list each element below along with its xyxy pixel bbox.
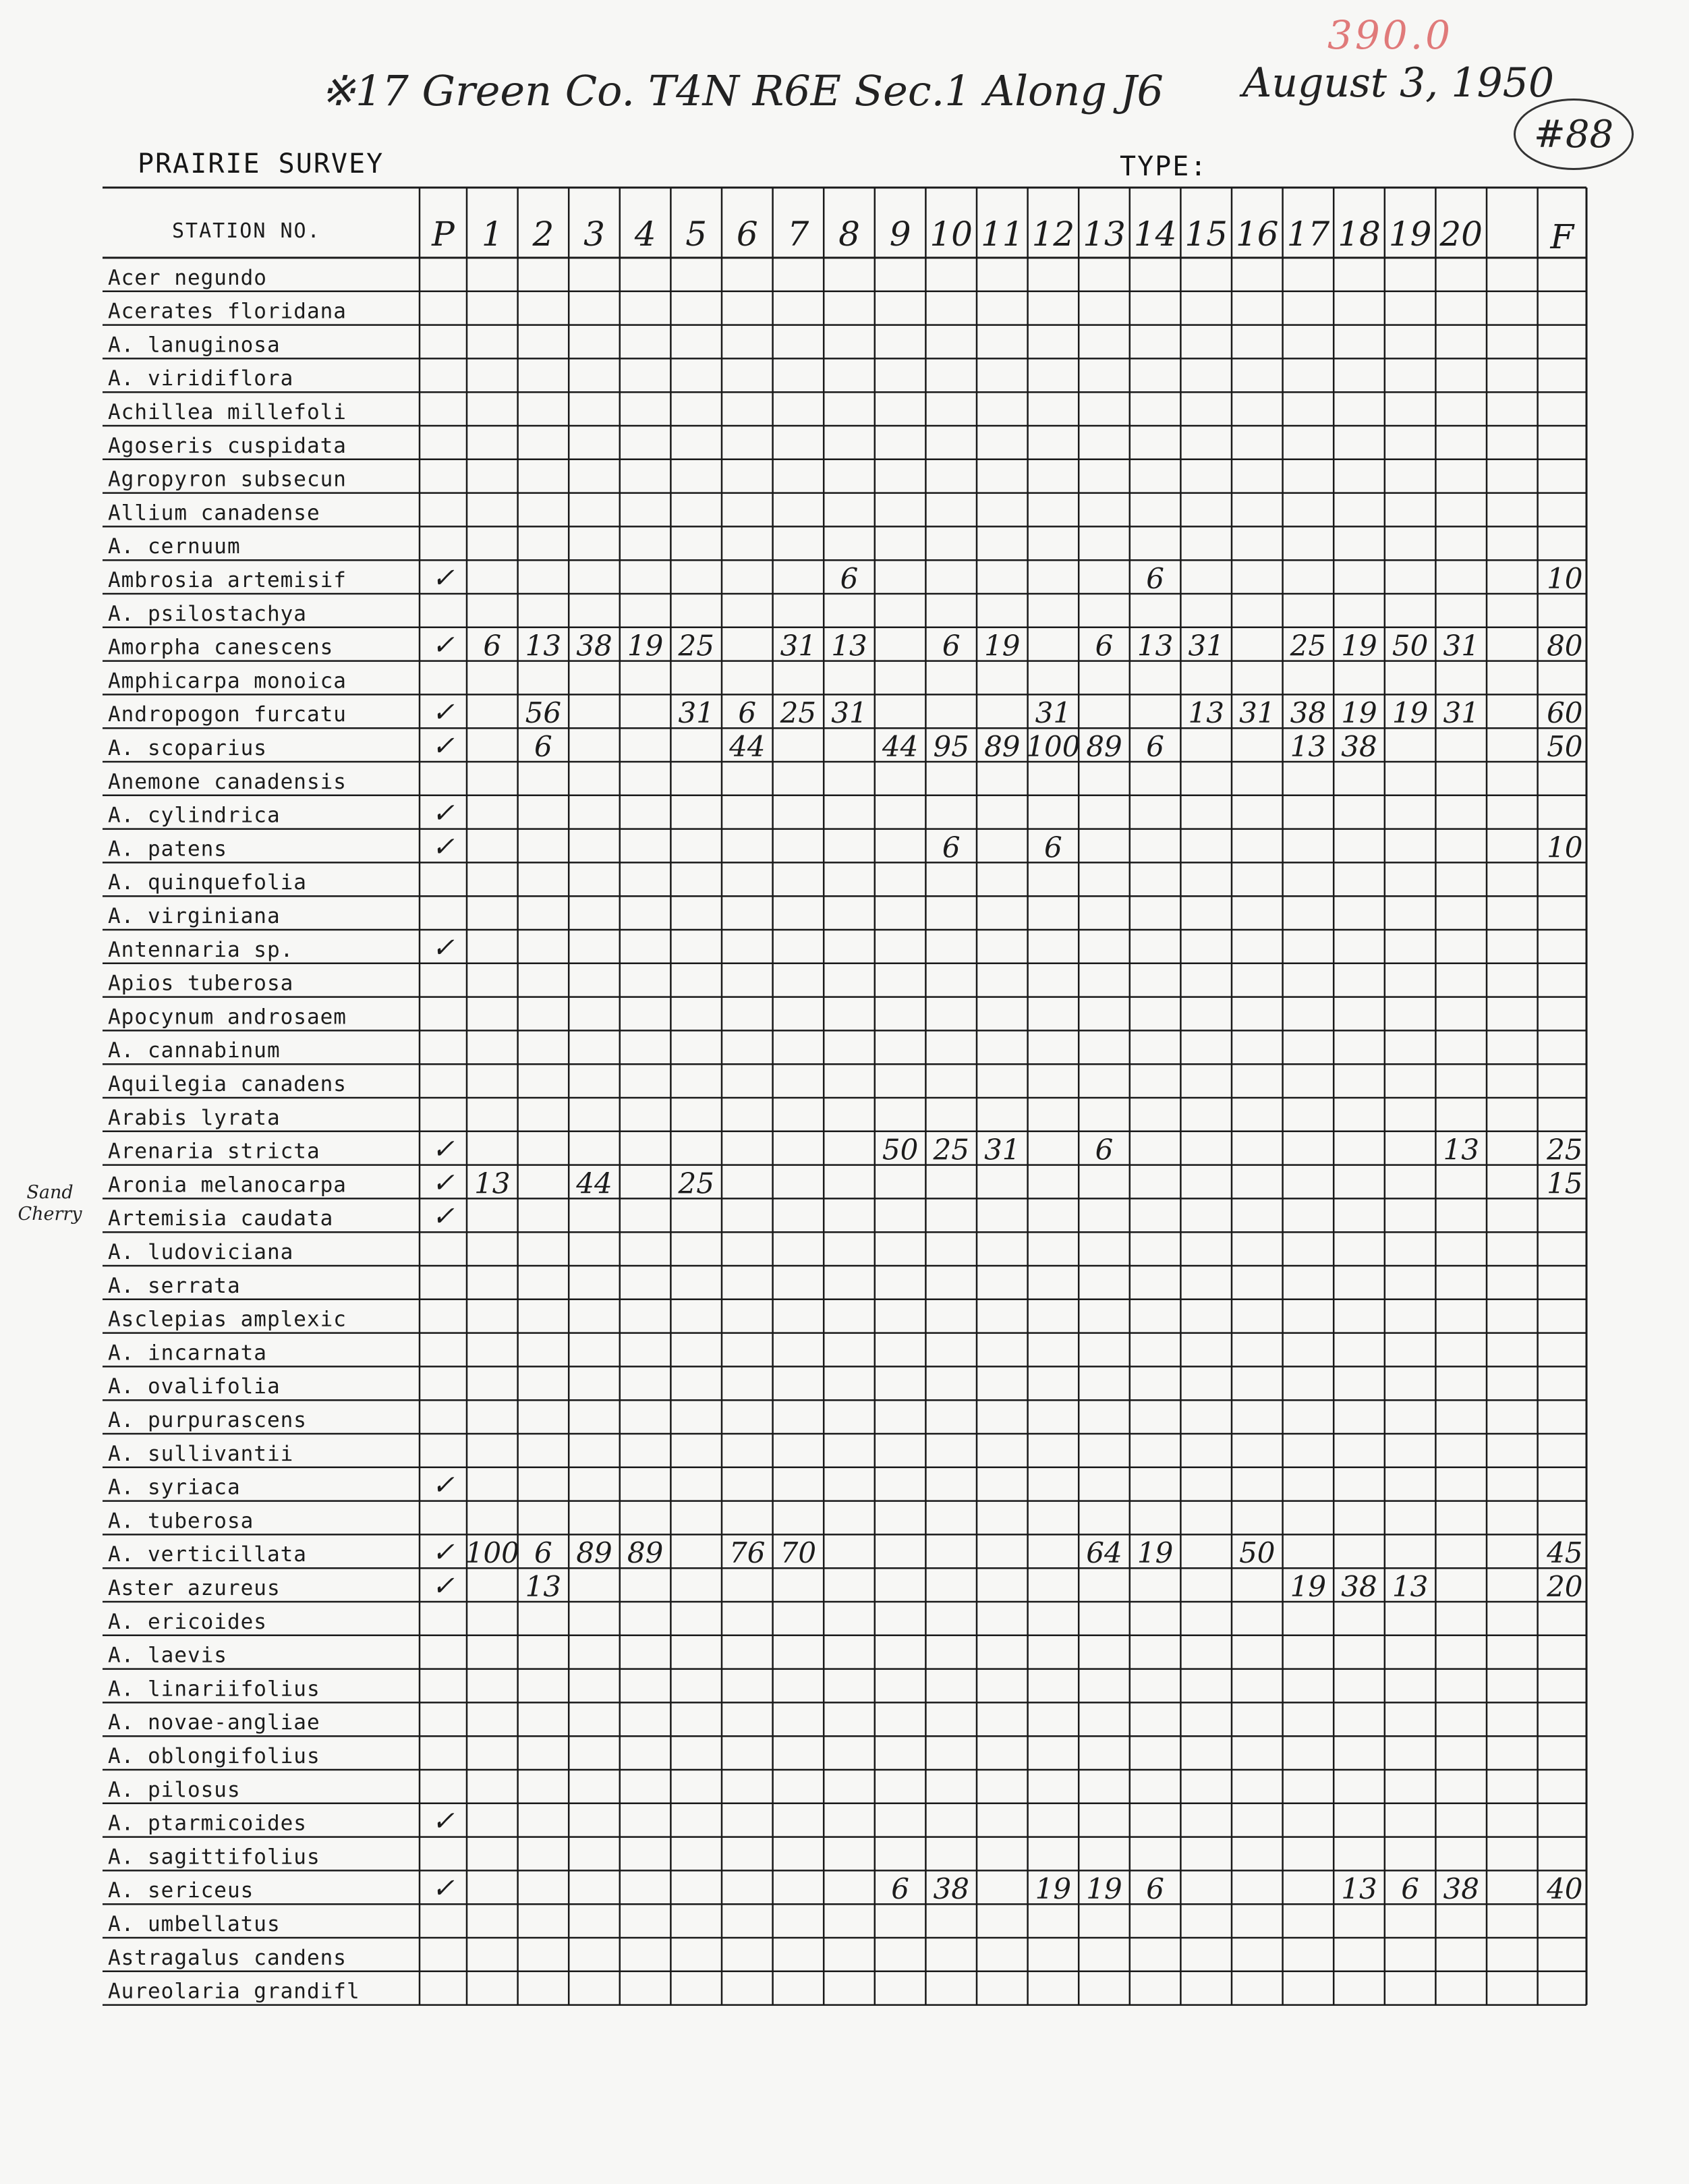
species-name: Acerates floridana — [108, 299, 347, 324]
cover-value: 64 — [1086, 1536, 1122, 1570]
species-name: Apocynum androsaem — [108, 1005, 347, 1030]
cover-value: 6 — [534, 730, 552, 763]
station-column-header: 16 — [1235, 215, 1279, 254]
presence-check: ✓ — [432, 697, 455, 729]
species-name: A. ludoviciana — [108, 1240, 294, 1264]
cover-value: 6 — [534, 1536, 552, 1570]
cover-value: 13 — [1392, 1570, 1429, 1603]
cover-value: 38 — [1341, 730, 1377, 763]
species-name: A. lanuginosa — [108, 333, 281, 358]
cover-value: 31 — [831, 696, 867, 730]
station-column-header: 2 — [532, 215, 554, 254]
species-name: Agoseris cuspidata — [108, 433, 347, 458]
cover-value: 6 — [942, 831, 961, 864]
frequency-value: 20 — [1547, 1570, 1583, 1603]
presence-check: ✓ — [432, 1201, 455, 1233]
species-name: A. novae-angliae — [108, 1710, 320, 1735]
cover-value: 19 — [1341, 629, 1377, 663]
station-column-header: 15 — [1184, 215, 1228, 254]
frequency-value: 50 — [1547, 730, 1583, 763]
cover-value: 13 — [1137, 629, 1174, 663]
presence-check: ✓ — [432, 629, 455, 661]
cover-value: 6 — [738, 696, 757, 730]
species-name: Agropyron subsecun — [108, 467, 347, 492]
species-name: A. incarnata — [108, 1341, 267, 1366]
cover-value: 6 — [1044, 831, 1062, 864]
cover-value: 13 — [474, 1167, 511, 1200]
frequency-column-header: F — [1550, 217, 1574, 256]
station-column-header: 10 — [929, 215, 973, 254]
cover-value: 95 — [933, 730, 969, 763]
species-name: Aureolaria grandifl — [108, 1979, 360, 2004]
location-header: ※17 Green Co. T4N R6E Sec.1 Along J6 — [320, 66, 1164, 115]
cover-value: 25 — [678, 629, 714, 663]
presence-check: ✓ — [432, 563, 455, 594]
cover-value: 31 — [1239, 696, 1276, 730]
form-title: PRAIRIE SURVEY — [138, 148, 384, 179]
cover-value: 13 — [1443, 1133, 1479, 1167]
station-column-header: 5 — [685, 215, 708, 254]
cover-value: 13 — [1290, 730, 1327, 763]
station-column-header: 1 — [481, 215, 503, 254]
cover-value: 44 — [729, 730, 766, 763]
red-reference-number: 390.0 — [1327, 12, 1454, 58]
cover-value: 38 — [576, 629, 612, 663]
cover-value: 50 — [882, 1133, 919, 1167]
cover-value: 19 — [1341, 696, 1377, 730]
presence-check: ✓ — [432, 831, 455, 863]
species-name: A. quinquefolia — [108, 870, 307, 895]
cover-value: 38 — [1341, 1570, 1377, 1603]
presence-check: ✓ — [432, 1133, 455, 1165]
cover-value: 6 — [1146, 562, 1164, 595]
station-column-header: 19 — [1388, 215, 1432, 254]
cover-value: 44 — [576, 1167, 612, 1200]
species-name: A. pilosus — [108, 1777, 241, 1802]
cover-value: 6 — [1095, 629, 1114, 663]
species-name: Andropogon furcatu — [108, 702, 347, 727]
cover-value: 19 — [1290, 1570, 1327, 1603]
station-column-header: 13 — [1083, 215, 1126, 254]
presence-check: ✓ — [432, 1571, 455, 1602]
station-no-label: STATION NO. — [172, 219, 321, 243]
cover-value: 70 — [780, 1536, 817, 1570]
cover-value: 13 — [831, 629, 867, 663]
cover-value: 6 — [1146, 1872, 1164, 1906]
presence-column-header: P — [432, 215, 455, 254]
species-name: Aster azureus — [108, 1576, 281, 1600]
cover-value: 56 — [525, 696, 562, 730]
sheet-number: #88 — [1533, 112, 1614, 157]
species-name: Aronia melanocarpa — [108, 1173, 347, 1198]
frequency-value: 25 — [1547, 1133, 1583, 1167]
species-name: A. sullivantii — [108, 1441, 294, 1466]
cover-value: 25 — [780, 696, 817, 730]
station-column-header: 8 — [838, 215, 860, 254]
cover-value: 31 — [678, 696, 714, 730]
station-column-header: 20 — [1439, 215, 1483, 254]
cover-value: 89 — [984, 730, 1021, 763]
survey-date: August 3, 1950 — [1242, 59, 1555, 107]
species-name: Allium canadense — [108, 501, 320, 526]
cover-value: 89 — [576, 1536, 612, 1570]
station-column-header: 4 — [634, 215, 656, 254]
species-name: Achillea millefoli — [108, 400, 347, 424]
presence-check: ✓ — [432, 1873, 455, 1905]
margin-note: Sand Cherry — [18, 1182, 82, 1225]
cover-value: 19 — [1035, 1872, 1072, 1906]
cover-value: 31 — [780, 629, 817, 663]
species-name: A. verticillata — [108, 1542, 307, 1567]
species-name: A. linariifolius — [108, 1677, 320, 1702]
species-name: A. patens — [108, 837, 227, 862]
cover-value: 6 — [1401, 1872, 1419, 1906]
species-name: Arenaria stricta — [108, 1139, 320, 1164]
presence-check: ✓ — [432, 797, 455, 829]
cover-value: 6 — [942, 629, 961, 663]
station-column-header: 17 — [1286, 215, 1330, 254]
cover-value: 19 — [1137, 1536, 1174, 1570]
species-name: Acer negundo — [108, 265, 267, 290]
species-name: A. ptarmicoides — [108, 1811, 307, 1836]
frequency-value: 80 — [1547, 629, 1583, 663]
species-name: A. scoparius — [108, 736, 267, 760]
cover-value: 31 — [1443, 696, 1479, 730]
cover-value: 13 — [1188, 696, 1224, 730]
species-name: Aquilegia canadens — [108, 1072, 347, 1096]
station-column-header: 12 — [1031, 215, 1075, 254]
cover-value: 31 — [1035, 696, 1072, 730]
station-column-header: 18 — [1338, 215, 1381, 254]
species-name: A. ovalifolia — [108, 1374, 281, 1399]
presence-check: ✓ — [432, 932, 455, 963]
species-name: A. serrata — [108, 1273, 241, 1298]
frequency-value: 10 — [1547, 562, 1583, 595]
species-name: A. sagittifolius — [108, 1845, 320, 1870]
cover-value: 25 — [933, 1133, 969, 1167]
frequency-value: 60 — [1547, 696, 1583, 730]
station-column-header: 14 — [1133, 215, 1177, 254]
species-name: Asclepias amplexic — [108, 1307, 347, 1332]
frequency-value: 45 — [1547, 1536, 1583, 1570]
species-name: Amorpha canescens — [108, 635, 334, 660]
species-name: A. psilostachya — [108, 601, 307, 626]
species-name: Ambrosia artemisif — [108, 568, 347, 592]
station-column-header: 9 — [889, 215, 911, 254]
species-name: A. viridiflora — [108, 366, 294, 391]
cover-value: 6 — [840, 562, 859, 595]
presence-check: ✓ — [432, 1469, 455, 1501]
cover-value: 6 — [483, 629, 502, 663]
species-name: A. umbellatus — [108, 1912, 281, 1936]
species-name: Antennaria sp. — [108, 937, 294, 962]
species-name: A. syriaca — [108, 1475, 241, 1500]
cover-value: 6 — [1095, 1133, 1114, 1167]
station-column-header: 6 — [736, 215, 758, 254]
species-name: A. sericeus — [108, 1878, 254, 1903]
cover-value: 13 — [1341, 1872, 1377, 1906]
cover-value: 31 — [1188, 629, 1224, 663]
species-name: A. oblongifolius — [108, 1744, 320, 1768]
species-name: Anemone canadensis — [108, 769, 347, 794]
cover-value: 6 — [891, 1872, 909, 1906]
species-name: A. tuberosa — [108, 1509, 254, 1534]
cover-value: 31 — [984, 1133, 1021, 1167]
cover-value: 31 — [1443, 629, 1479, 663]
presence-check: ✓ — [432, 1537, 455, 1569]
station-column-header: 11 — [980, 215, 1024, 254]
cover-value: 6 — [1146, 730, 1164, 763]
species-name: A. cylindrica — [108, 803, 281, 828]
cover-value: 13 — [525, 1570, 562, 1603]
presence-check: ✓ — [432, 731, 455, 762]
cover-value: 19 — [1086, 1872, 1122, 1906]
cover-value: 19 — [1392, 696, 1429, 730]
cover-value: 25 — [678, 1167, 714, 1200]
species-name: Apios tuberosa — [108, 971, 294, 996]
species-name: Amphicarpa monoica — [108, 669, 347, 694]
species-name: Artemisia caudata — [108, 1206, 334, 1231]
species-name: A. virginiana — [108, 904, 281, 928]
cover-value: 19 — [627, 629, 664, 663]
frequency-value: 15 — [1547, 1167, 1583, 1200]
cover-value: 89 — [627, 1536, 664, 1570]
cover-value: 38 — [1290, 696, 1327, 730]
cover-value: 13 — [525, 629, 562, 663]
species-name: A. purpurascens — [108, 1408, 307, 1432]
cover-value: 50 — [1239, 1536, 1276, 1570]
cover-value: 76 — [729, 1536, 766, 1570]
cover-value: 38 — [933, 1872, 969, 1906]
species-name: A. ericoides — [108, 1609, 267, 1634]
cover-value: 89 — [1086, 730, 1122, 763]
species-name: A. cernuum — [108, 534, 241, 559]
species-name: Astragalus candens — [108, 1945, 347, 1970]
presence-check: ✓ — [432, 1805, 455, 1837]
cover-value: 19 — [984, 629, 1021, 663]
cover-value: 100 — [465, 1536, 519, 1570]
frequency-value: 40 — [1547, 1872, 1583, 1906]
species-name: A. laevis — [108, 1643, 227, 1668]
station-column-header: 3 — [583, 215, 605, 254]
presence-check: ✓ — [432, 1167, 455, 1199]
frequency-value: 10 — [1547, 831, 1583, 864]
species-name: Arabis lyrata — [108, 1105, 281, 1130]
cover-value: 50 — [1392, 629, 1429, 663]
cover-value: 100 — [1026, 730, 1081, 763]
station-column-header: 7 — [787, 215, 809, 254]
species-name: A. cannabinum — [108, 1038, 281, 1063]
cover-value: 38 — [1443, 1872, 1479, 1906]
type-label: TYPE: — [1120, 151, 1208, 182]
cover-value: 44 — [882, 730, 919, 763]
cover-value: 25 — [1290, 629, 1327, 663]
